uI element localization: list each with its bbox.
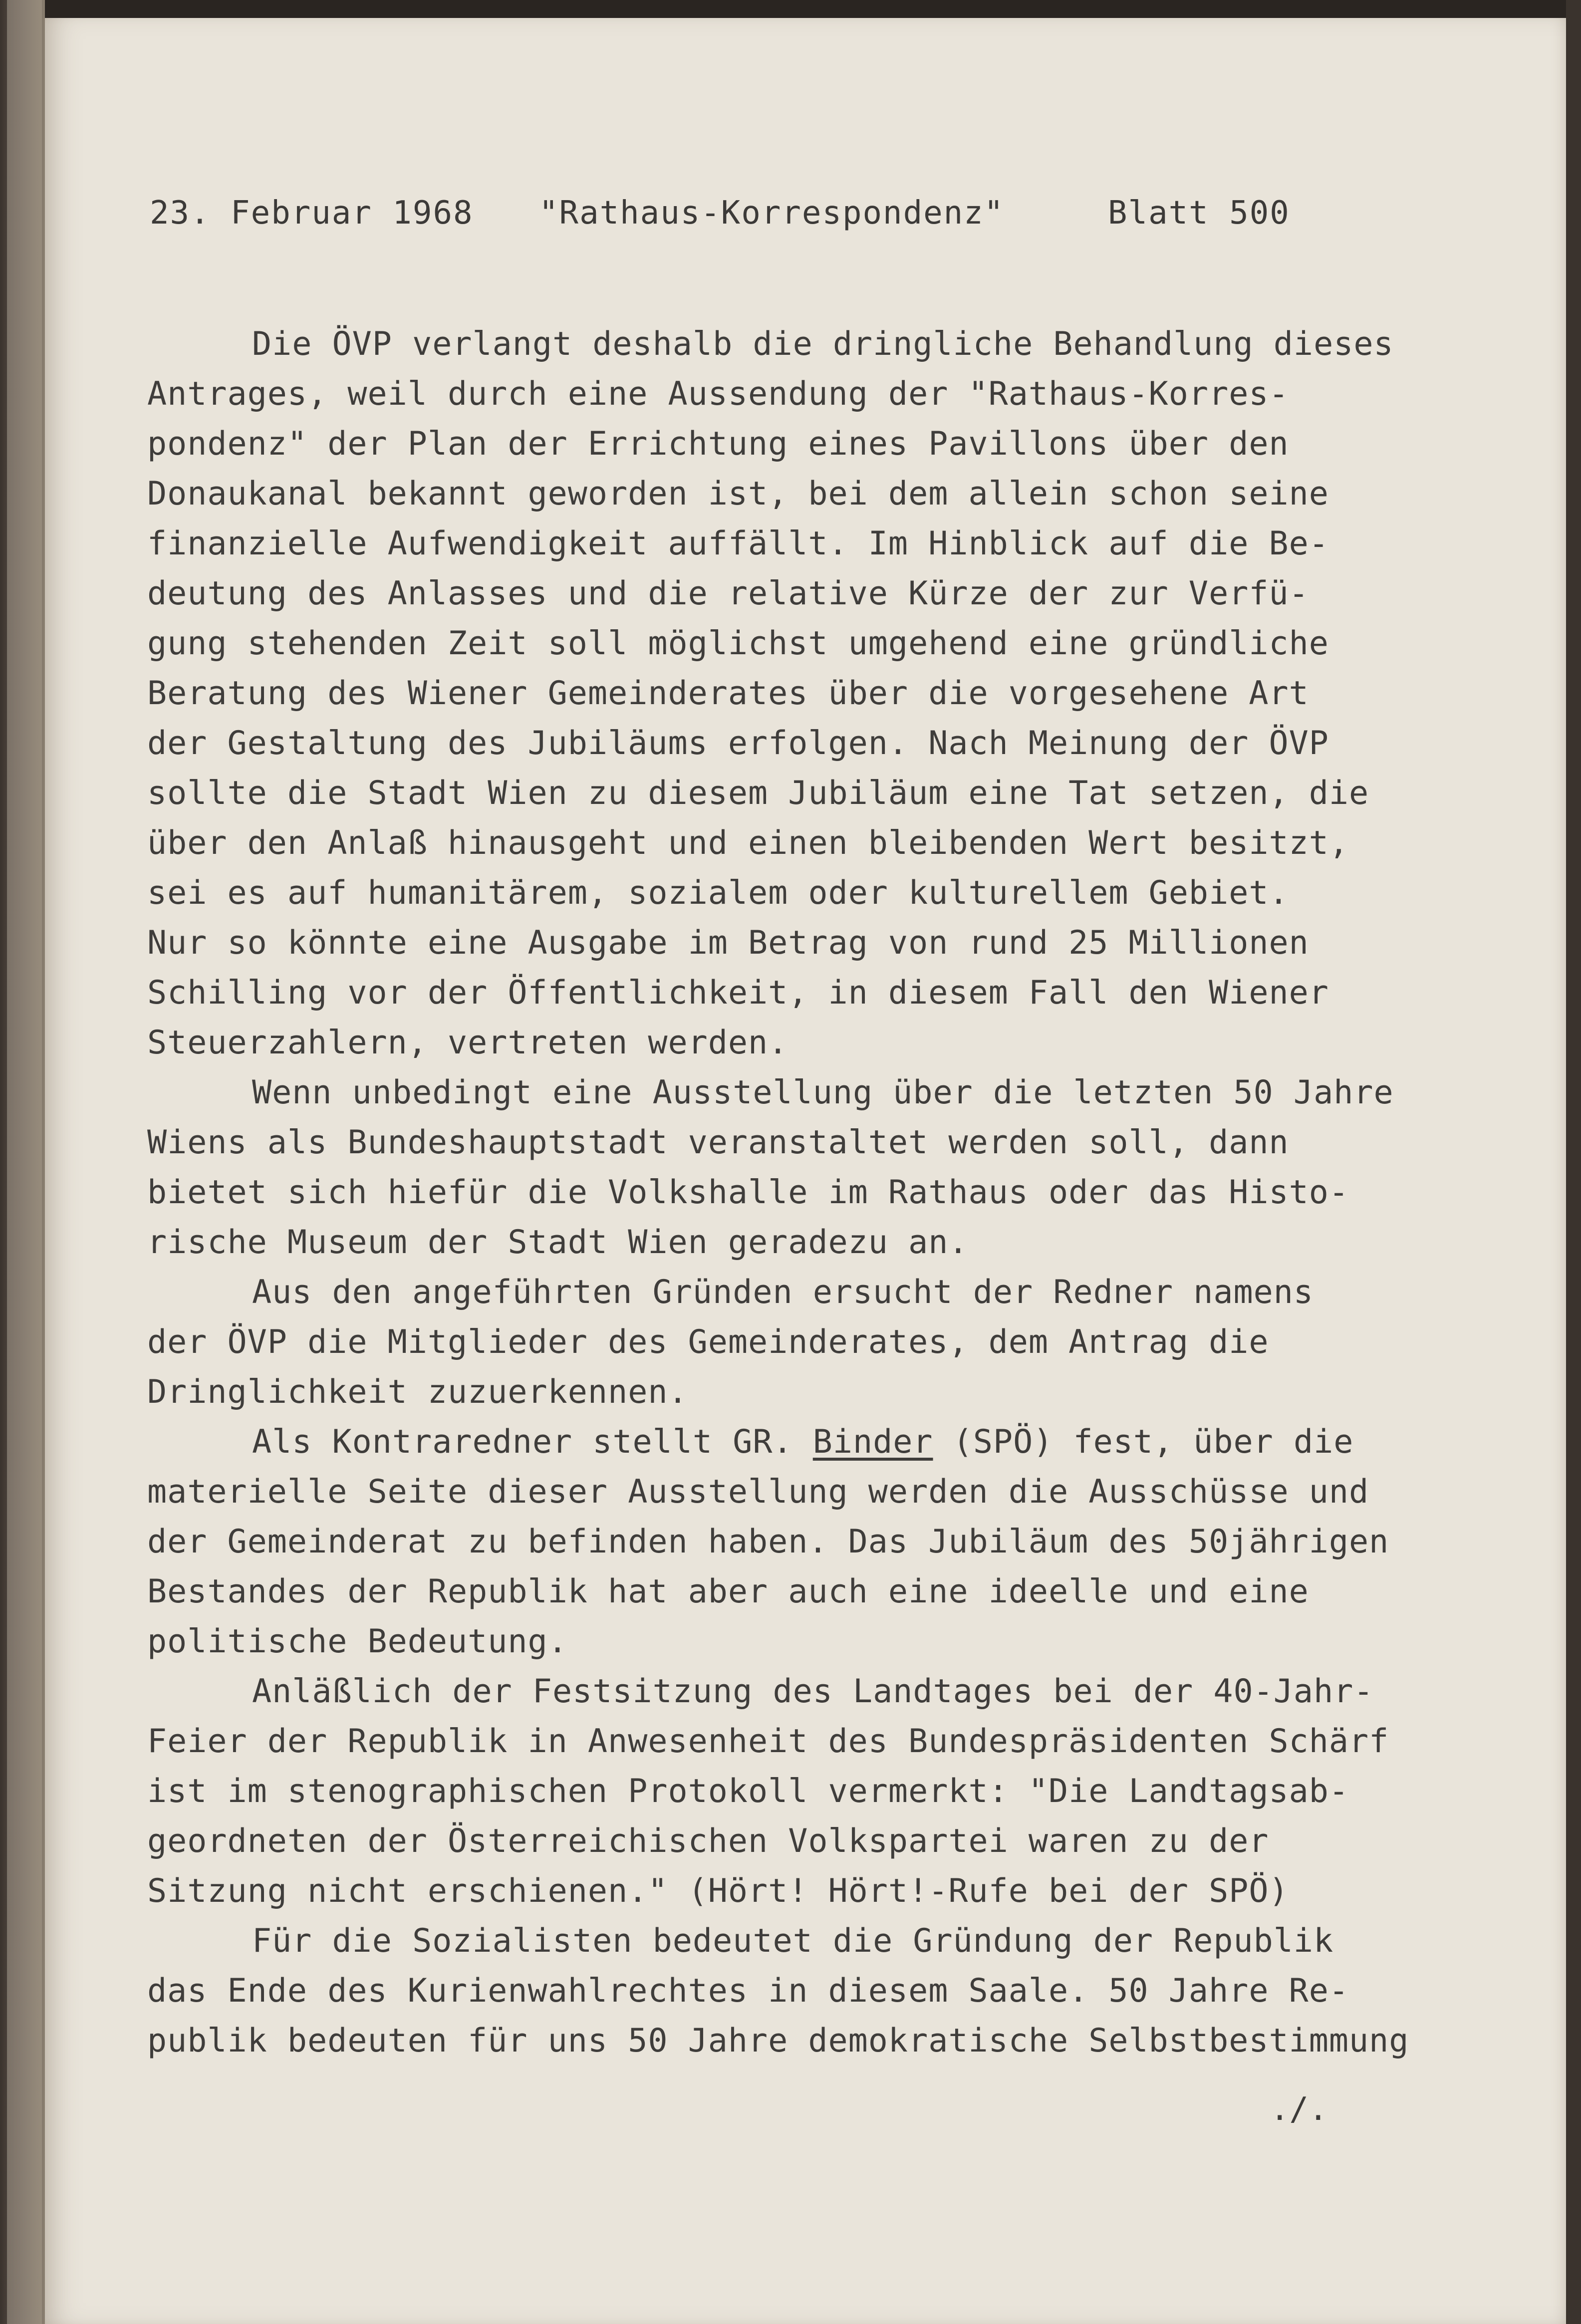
scan-background-edge xyxy=(1566,0,1581,2324)
text-segment: Als Kontraredner stellt GR. xyxy=(252,1423,813,1461)
text-line: Donaukanal bekannt geworden ist, bei dem allein schon seine xyxy=(147,475,1329,513)
text-line: über den Anlaß hinausgeht und einen bleibenden Wert besitzt, xyxy=(147,824,1349,862)
text-line: Antrages, weil durch eine Aussendung der "Rathaus-Korres- xyxy=(147,375,1289,413)
text-line: Anläßlich der Festsitzung des Landtages bei der 40-Jahr- xyxy=(252,1673,1374,1710)
text-line: Wenn unbedingt eine Ausstellung über die letzten 50 Jahre xyxy=(252,1074,1394,1111)
text-segment: (SPÖ) fest, über die xyxy=(933,1423,1354,1461)
text-line: sollte die Stadt Wien zu diesem Jubiläum eine Tat setzen, die xyxy=(147,775,1369,812)
header-publication: "Rathaus-Korrespondenz" xyxy=(539,195,1005,232)
text-line: Feier der Republik in Anwesenheit des Bundespräsidenten Schärf xyxy=(147,1723,1389,1760)
header-date: 23. Februar 1968 xyxy=(150,195,474,232)
text-line: Beratung des Wiener Gemeinderates über die vorgesehene Art xyxy=(147,675,1309,712)
text-line: ist im stenographischen Protokoll vermerkt: "Die Landtagsab- xyxy=(147,1773,1349,1810)
text-line: deutung des Anlasses und die relative Kürze der zur Verfü- xyxy=(147,575,1309,612)
text-line: das Ende des Kurienwahlrechtes in diesem Saale. 50 Jahre Re- xyxy=(147,1972,1349,2010)
text-line: Für die Sozialisten bedeutet die Gründung der Republik xyxy=(252,1922,1334,1960)
text-line: bietet sich hiefür die Volkshalle im Rathaus oder das Histo- xyxy=(147,1174,1349,1211)
text-line: Die ÖVP verlangt deshalb die dringliche Behandlung dieses xyxy=(252,325,1394,363)
text-line: materielle Seite dieser Ausstellung werden die Ausschüsse und xyxy=(147,1473,1369,1511)
text-line: publik bedeuten für uns 50 Jahre demokratische Selbstbestimmung xyxy=(147,2022,1409,2060)
speaker-name: Binder xyxy=(812,1423,933,1461)
text-line: Wiens als Bundeshauptstadt veranstaltet werden soll, dann xyxy=(147,1124,1289,1161)
text-line: Dringlichkeit zuzuerkennen. xyxy=(147,1373,688,1411)
text-line: geordneten der Österreichischen Volkspartei waren zu der xyxy=(147,1822,1269,1860)
text-line: politische Bedeutung. xyxy=(147,1623,568,1660)
text-line: Schilling vor der Öffentlichkeit, in diesem Fall den Wiener xyxy=(147,974,1329,1012)
continuation-mark: ./. xyxy=(1270,2091,1328,2128)
book-spine-strip xyxy=(7,0,42,2324)
text-line: Aus den angeführten Gründen ersucht der Redner namens xyxy=(252,1274,1314,1311)
text-line: pondenz" der Plan der Errichtung eines Pavillons über den xyxy=(147,425,1289,463)
document-body xyxy=(147,319,1425,2066)
text-line: Nur so könnte eine Ausgabe im Betrag von rund 25 Millionen xyxy=(147,924,1309,962)
text-line xyxy=(147,1417,1425,1467)
text-line: sei es auf humanitärem, sozialem oder kulturellem Gebiet. xyxy=(147,874,1289,912)
text-line: der Gemeinderat zu befinden haben. Das Jubiläum des 50jährigen xyxy=(147,1523,1389,1560)
text-line: finanzielle Aufwendigkeit auffällt. Im Hinblick auf die Be- xyxy=(147,525,1329,562)
text-line: Steuerzahlern, vertreten werden. xyxy=(147,1024,789,1061)
text-line: der Gestaltung des Jubiläums erfolgen. Nach Meinung der ÖVP xyxy=(147,725,1329,762)
text-line: rische Museum der Stadt Wien geradezu an. xyxy=(147,1224,969,1261)
text-line: gung stehenden Zeit soll möglichst umgehend eine gründliche xyxy=(147,625,1329,662)
header-page-number: Blatt 500 xyxy=(1108,195,1290,232)
text-line: Bestandes der Republik hat aber auch eine ideelle und eine xyxy=(147,1573,1309,1610)
text-line: Sitzung nicht erschienen." (Hört! Hört!-Rufe bei der SPÖ) xyxy=(147,1872,1289,1910)
text-line: der ÖVP die Mitglieder des Gemeinderates, dem Antrag die xyxy=(147,1323,1269,1361)
